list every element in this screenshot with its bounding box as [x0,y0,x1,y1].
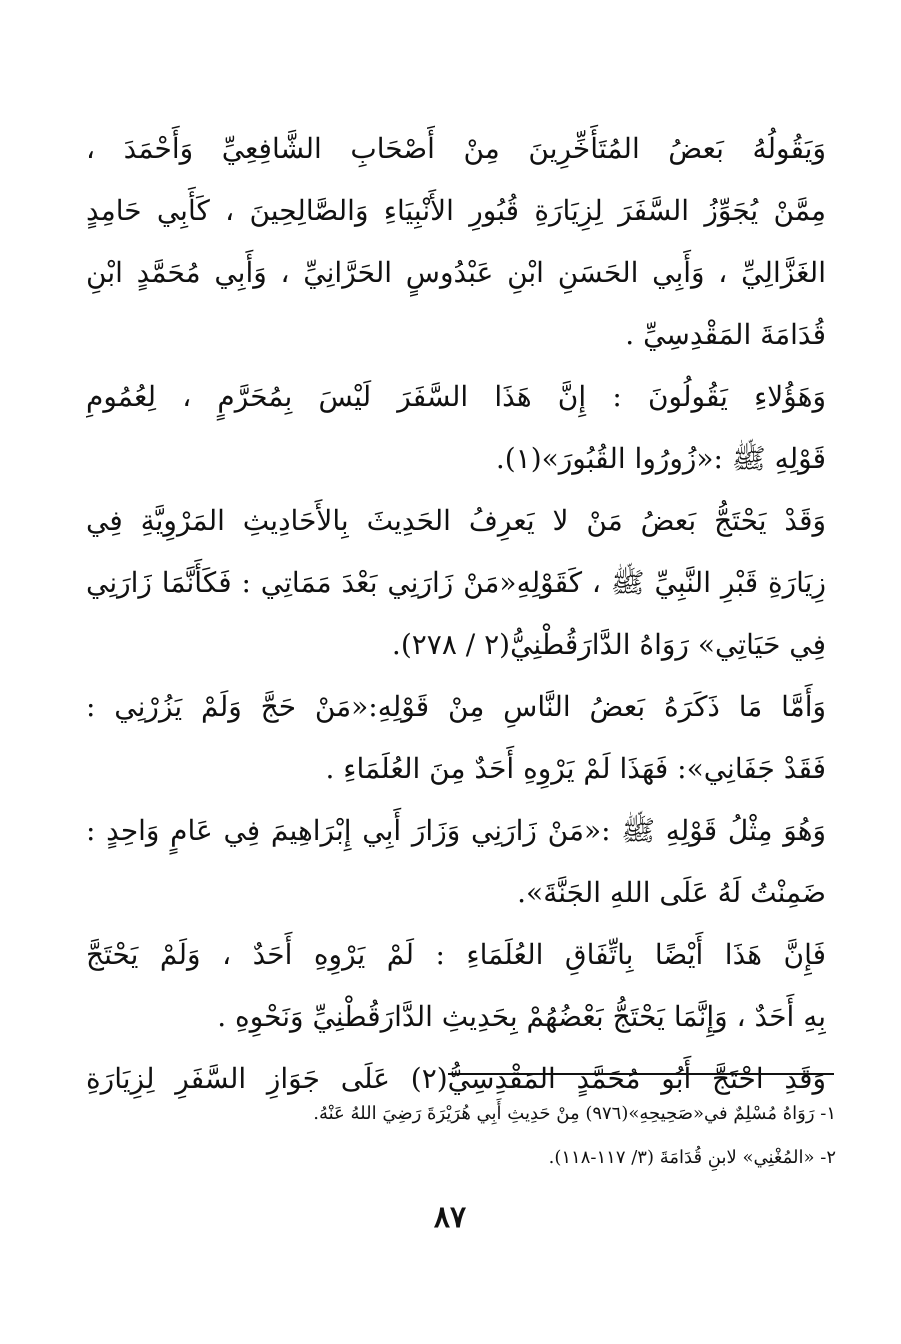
footnote-divider [448,1073,834,1075]
text-line: مِمَّنْ يُجَوِّزُ السَّفَرَ لِزِيَارَةِ قُبُورِ الأَنْبِيَاءِ وَالصَّالِحِينَ ، كَأَبِي حَامِدٍ [86,194,826,227]
text-line: وَيَقُولُهُ بَعضُ المُتَأَخِّرِينَ مِنْ أَصْحَابِ الشَّافِعِيِّ وَأَحْمَدَ ، [86,132,826,165]
text-line: وَقَدْ يَحْتَجُّ بَعضُ مَنْ لا يَعرِفُ الحَدِيثَ بِالأَحَادِيثِ المَرْوِيَّةِ فِي [86,504,826,537]
text-line: ضَمِنْتُ لَهُ عَلَى اللهِ الجَنَّةَ». [517,876,826,909]
footnotes [240,1092,836,1180]
text-line: وَهَؤُلاءِ يَقُولُونَ : إِنَّ هَذَا السَّفَرَ لَيْسَ بِمُحَرَّمٍ ، لِعُمُومِ [86,380,826,413]
main-text [86,118,826,1110]
text-line: فَقَدْ جَفَانِي»: فَهَذَا لَمْ يَرْوِهِ أَحَدٌ مِنَ العُلَمَاءِ . [325,752,826,785]
text-line: بِهِ أَحَدٌ ، وَإِنَّمَا يَحْتَجُّ بَعْضُهُمْ بِحَدِيثِ الدَّارَقُطْنِيِّ وَنَحْوِهِ . [217,1000,826,1033]
text-line: وَهُوَ مِثْلُ قَوْلِهِ ﷺ :«مَنْ زَارَنِي وَزَارَ أَبِي إِبْرَاهِيمَ فِي عَامٍ وَاحِدٍ : [86,814,826,847]
page-number: ٨٧ [433,1200,467,1235]
text-line: وَأَمَّا مَا ذَكَرَهُ بَعضُ النَّاسِ مِنْ قَوْلِهِ:«مَنْ حَجَّ وَلَمْ يَزُرْنِي : [86,690,826,723]
text-line: الغَزَّالِيِّ ، وَأَبِي الحَسَنِ ابْنِ عَبْدُوسٍ الحَرَّانِيِّ ، وَأَبِي مُحَمَّدٍ ابْنِ [86,256,826,289]
footnote-1: ١- رَوَاهُ مُسْلِمٌ في«صَحِيحِهِ»(٩٧٦) مِنْ حَدِيثِ أَبِي هُرَيْرَةَ رَضِيَ اللهُ عَنْهُ. [313,1103,836,1124]
text-line: زِيَارَةِ قَبْرِ النَّبِيِّ ﷺ ، كَقَوْلِهِ«مَنْ زَارَنِي بَعْدَ مَمَاتِي : فَكَأَنَّمَا زَارَنِي [86,566,826,599]
text-line: فَإِنَّ هَذَا أَيْضًا بِاتِّفَاقِ العُلَمَاءِ : لَمْ يَرْوِهِ أَحَدٌ ، وَلَمْ يَحْتَجَّ [86,938,826,971]
text-line: قُدَامَةَ المَقْدِسِيِّ . [625,318,826,351]
text-line: قَوْلِهِ ﷺ :«زُورُوا القُبُورَ»(١). [495,442,826,475]
footnote-2: ٢- «المُغْنِي» لابنِ قُدَامَةَ (٣/ ١١٧-١١٨). [548,1147,836,1168]
text-line: وَقَدِ احْتَجَّ أَبُو مُحَمَّدٍ المَقْدِسِيُّ(٢) عَلَى جَوَازِ السَّفَرِ لِزِيَارَةِ [86,1062,826,1095]
text-line: فِي حَيَاتِي» رَوَاهُ الدَّارَقُطْنِيُّ(٢ / ٢٧٨). [391,628,826,661]
